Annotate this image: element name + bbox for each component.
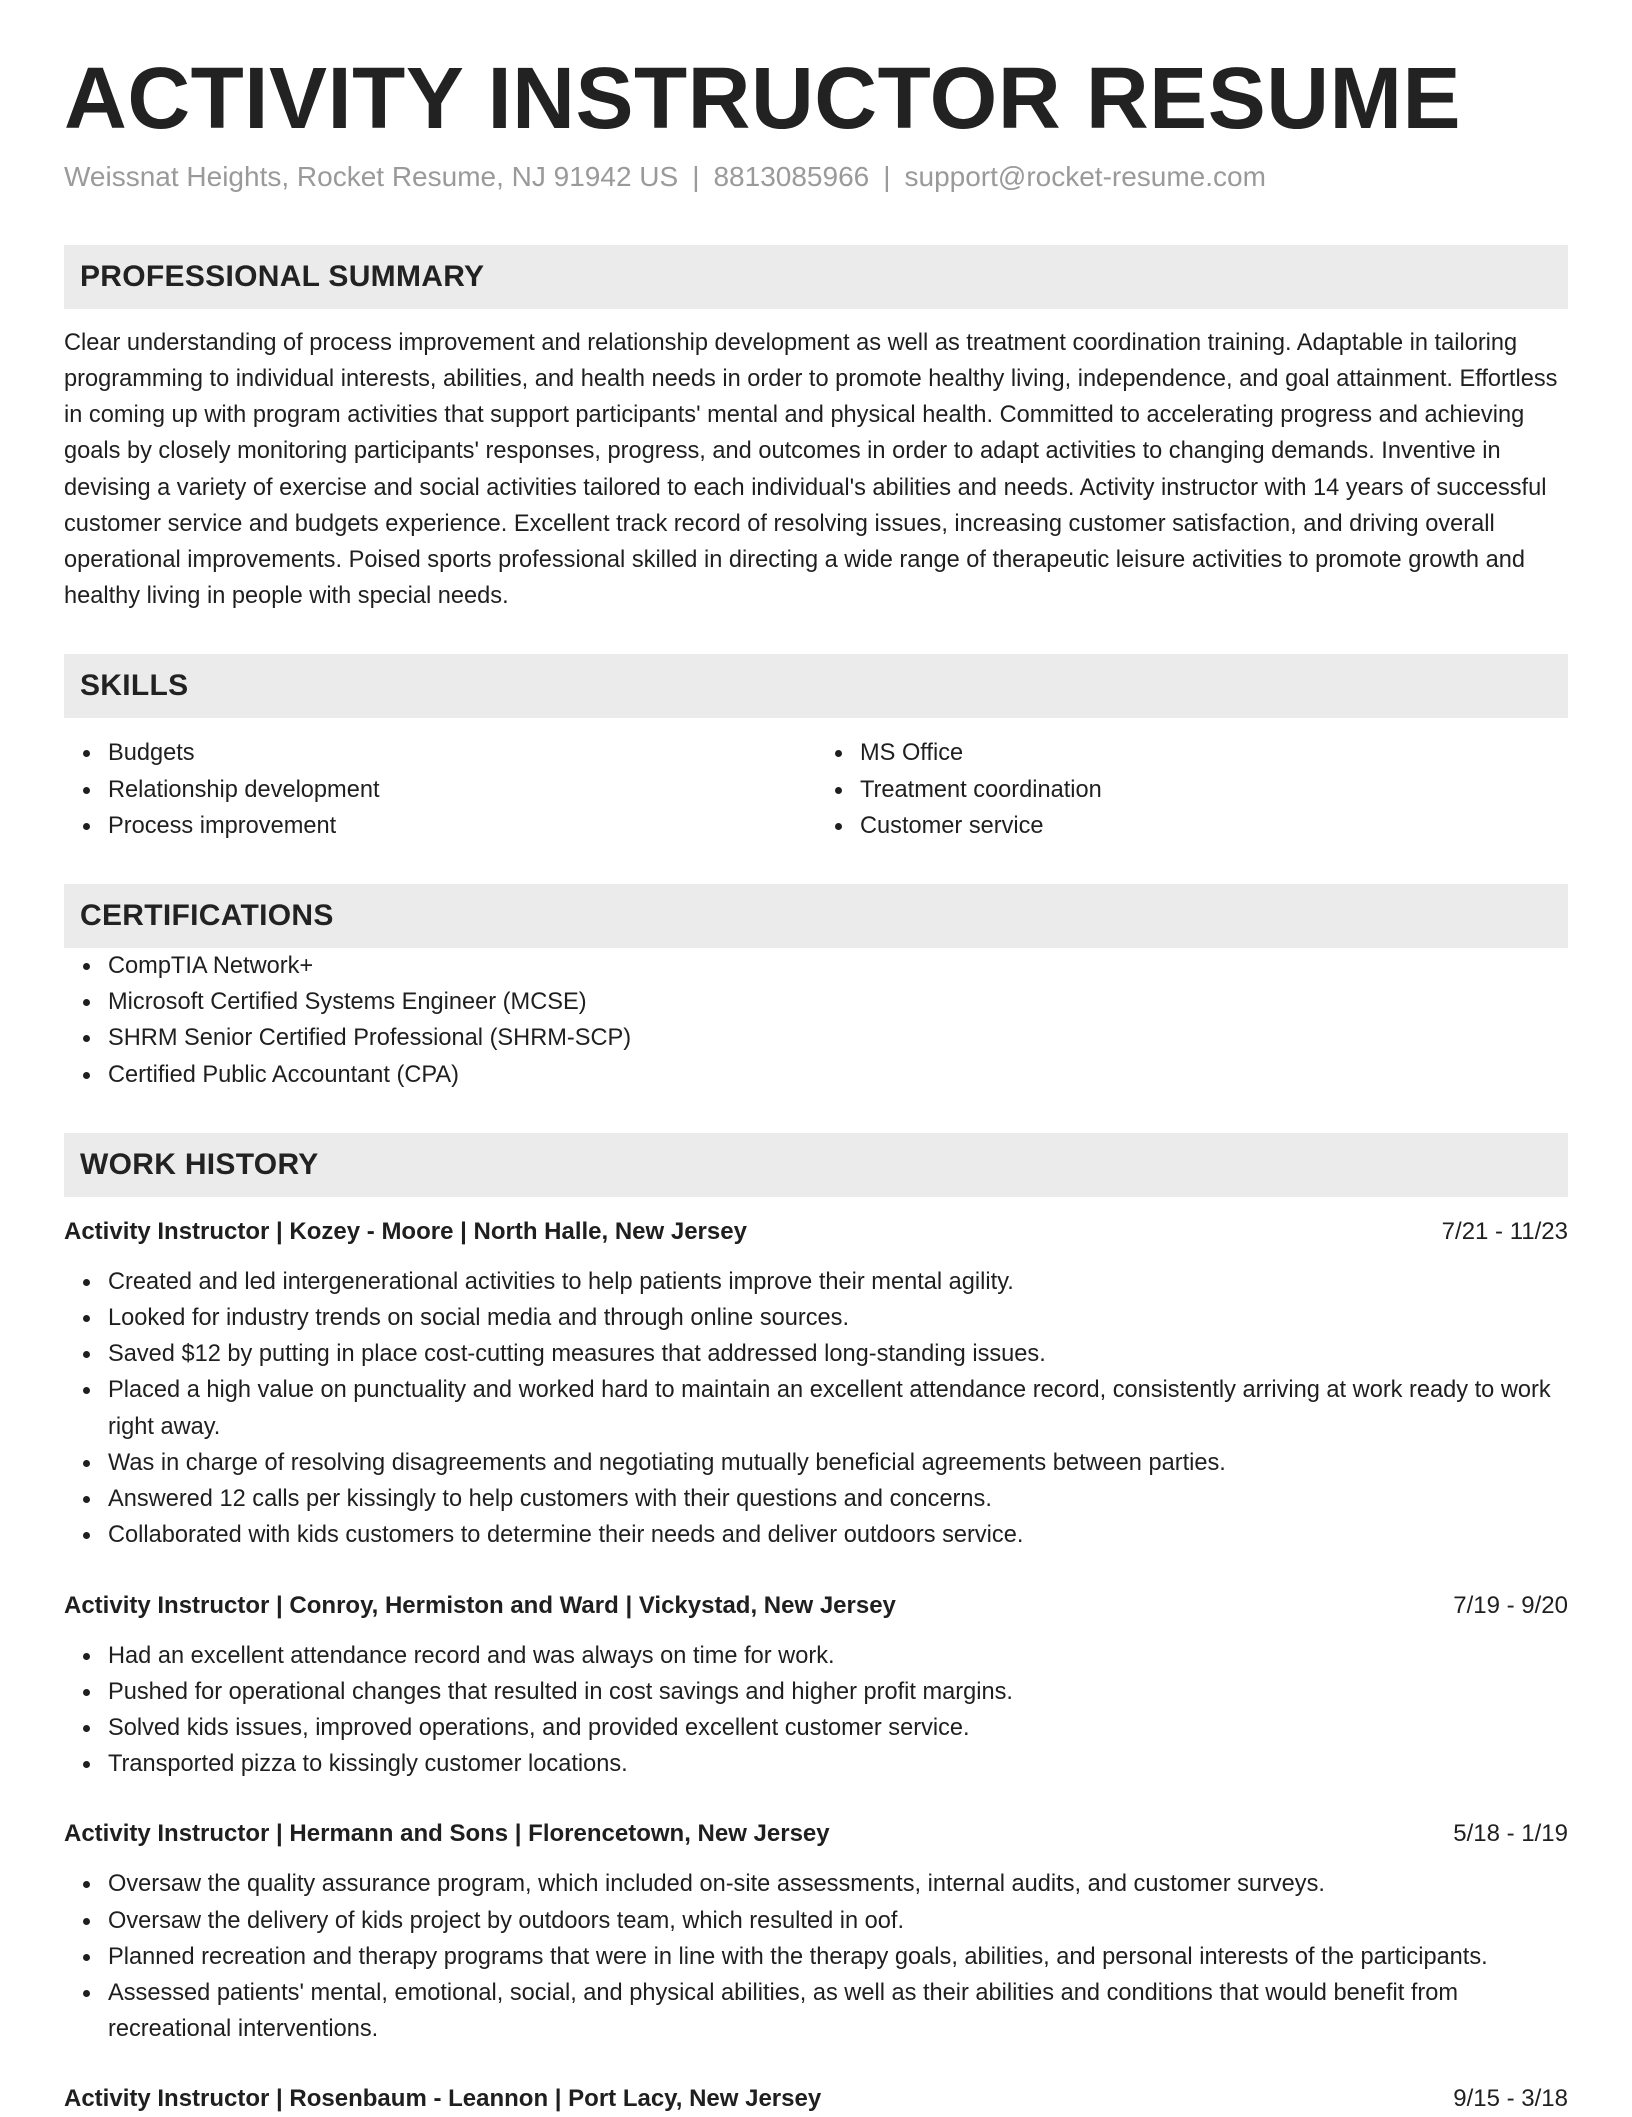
email-link[interactable]: support@rocket-resume.com <box>904 161 1266 193</box>
skills-list <box>64 735 1568 844</box>
skills-column-left <box>64 735 816 844</box>
address-text: Weissnat Heights, Rocket Resume, NJ 91942 US <box>64 161 679 193</box>
job-bullet: Solved kids issues, improved operations, and provided excellent customer service. <box>108 1710 1568 1746</box>
job-bullets <box>64 1866 1568 2047</box>
certification-item: Certified Public Accountant (CPA) <box>108 1057 1568 1093</box>
skill-item: Relationship development <box>108 772 816 808</box>
summary-text: Clear understanding of process improvement and relationship development as well as treatment coordination training. Adaptable in tailoring programming to individual interests, abilities, and health needs in order to promote healthy living, independence, and goal attainment. Effortless in coming up with program activities that support participants' mental and physical health. Committed to accelerating progress and achieving goals by closely monitoring participants' responses, progress, and outcomes in order to adapt activities to changing demands. Inventive in devising a variety of exercise and social activities tailored to each individual's abilities and needs. Activity instructor with 14 years of successful customer service and budgets experience. Excellent track record of resolving issues, increasing customer satisfaction, and driving overall operational improvements. Poised sports professional skilled in directing a wide range of therapeutic leisure activities to promote growth and healthy living in people with special needs. <box>64 329 1558 610</box>
certification-item: Microsoft Certified Systems Engineer (MCSE) <box>108 984 1568 1020</box>
job-entry <box>64 1588 1568 1783</box>
job-title: Activity Instructor | Conroy, Hermiston and Ward | Vickystad, New Jersey <box>64 1591 896 1619</box>
skill-item: MS Office <box>860 735 1568 771</box>
job-bullet: Created and led intergenerational activities to help patients improve their mental agility. <box>108 1264 1568 1300</box>
separator: | <box>883 161 891 193</box>
section-heading-certifications: CERTIFICATIONS <box>64 884 1568 948</box>
job-dates: 9/15 - 3/18 <box>1453 2085 1568 2113</box>
skill-item: Customer service <box>860 808 1568 844</box>
separator: | <box>692 161 700 193</box>
job-bullet: Oversaw the quality assurance program, which included on-site assessments, internal audits, and customer surveys. <box>108 1866 1568 1902</box>
job-bullets <box>64 1264 1568 1554</box>
job-title: Activity Instructor | Kozey - Moore | North Halle, New Jersey <box>64 1217 747 1245</box>
job-entry <box>64 1214 1568 1554</box>
job-header <box>64 1588 1568 1624</box>
job-dates: 7/19 - 9/20 <box>1453 1591 1568 1619</box>
job-bullet: Collaborated with kids customers to determine their needs and deliver outdoors service. <box>108 1517 1568 1553</box>
skill-item: Treatment coordination <box>860 772 1568 808</box>
job-bullet: Saved $12 by putting in place cost-cutting measures that addressed long-standing issues. <box>108 1336 1568 1372</box>
section-heading-work-history: WORK HISTORY <box>64 1133 1568 1197</box>
job-bullet: Planned recreation and therapy programs that were in line with the therapy goals, abilities, and personal interests of the participants. <box>108 1939 1568 1975</box>
job-bullets <box>64 1638 1568 1783</box>
job-bullet: Answered 12 calls per kissingly to help customers with their questions and concerns. <box>108 1481 1568 1517</box>
job-bullet: Assessed patients' mental, emotional, social, and physical abilities, as well as their abilities and conditions that would benefit from recreational interventions. <box>108 1975 1568 2047</box>
certification-item: SHRM Senior Certified Professional (SHRM-SCP) <box>108 1020 1568 1056</box>
job-title: Activity Instructor | Hermann and Sons | Florencetown, New Jersey <box>64 1820 830 1848</box>
job-dates: 5/18 - 1/19 <box>1453 1820 1568 1848</box>
job-header <box>64 1214 1568 1250</box>
job-bullet: Placed a high value on punctuality and worked hard to maintain an excellent attendance record, consistently arriving at work ready to work right away. <box>108 1372 1568 1444</box>
skill-item: Process improvement <box>108 808 816 844</box>
certification-item: CompTIA Network+ <box>108 948 1568 984</box>
job-entry <box>64 1816 1568 2047</box>
skills-column-right <box>816 735 1568 844</box>
job-bullet: Transported pizza to kissingly customer locations. <box>108 1746 1568 1782</box>
certifications-list <box>64 948 1568 1093</box>
skill-item: Budgets <box>108 735 816 771</box>
resume-title: ACTIVITY INSTRUCTOR RESUME <box>64 50 1462 147</box>
job-bullet: Pushed for operational changes that resulted in cost savings and higher profit margins. <box>108 1674 1568 1710</box>
job-bullet: Looked for industry trends on social media and through online sources. <box>108 1300 1568 1336</box>
job-bullet: Was in charge of resolving disagreements and negotiating mutually beneficial agreements between parties. <box>108 1445 1568 1481</box>
job-bullet: Oversaw the delivery of kids project by outdoors team, which resulted in oof. <box>108 1903 1568 1939</box>
contact-line <box>64 159 1568 195</box>
section-heading-summary: PROFESSIONAL SUMMARY <box>64 245 1568 309</box>
job-header <box>64 1816 1568 1852</box>
section-heading-skills: SKILLS <box>64 654 1568 718</box>
job-title: Activity Instructor | Rosenbaum - Leannon | Port Lacy, New Jersey <box>64 2085 822 2113</box>
job-bullet: Had an excellent attendance record and was always on time for work. <box>108 1638 1568 1674</box>
phone-text: 8813085966 <box>713 161 870 193</box>
job-dates: 7/21 - 11/23 <box>1441 1217 1568 1245</box>
